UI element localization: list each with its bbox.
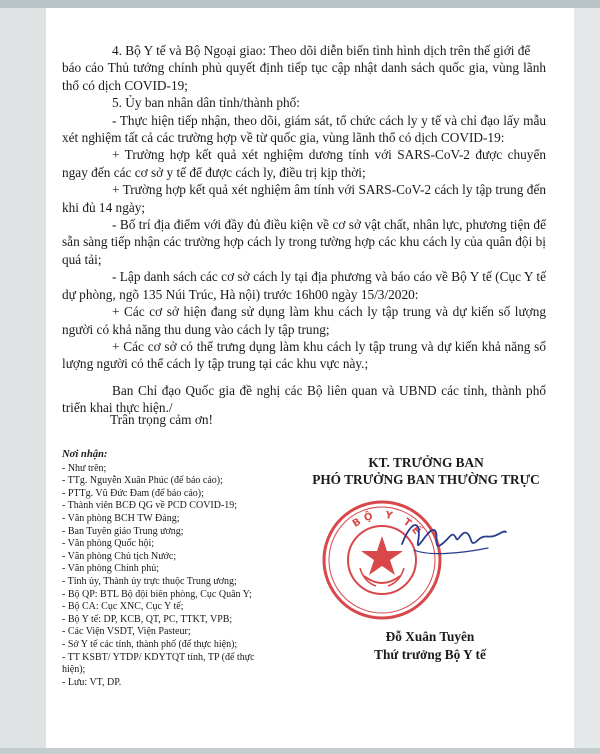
recipient-item: - Tỉnh ủy, Thành ủy trực thuộc Trung ương; <box>62 575 237 587</box>
recipient-item: - TTg. Nguyễn Xuân Phúc (để báo cáo); <box>62 475 223 487</box>
paragraph-5c-1: + Các cơ sở hiện đang sử dụng làm khu cách ly tập trung và dự kiến số lượng người có khả năng thu dung vào cách ly tập trung; <box>62 304 546 337</box>
recipient-item: - PTTg. Vũ Đức Đam (để báo cáo); <box>62 487 204 499</box>
recipient-item: - Bộ Y tế: DP, KCB, QT, PC, TTKT, VPB; <box>62 613 233 625</box>
paragraph-4-line1: 4. Bộ Y tế và Bộ Ngoại giao: Theo dõi diễn biến tình hình dịch trên thế giới để <box>112 43 531 58</box>
recipient-item: - TT KSBT/ YTDP/ KDYTQT tỉnh, TP (để thực hiện); <box>62 651 255 676</box>
recipient-item: - Thành viên BCĐ QG về PCD COVID-19; <box>62 500 238 512</box>
recipient-item: - Sở Y tế các tỉnh, thành phố (để thực hiện); <box>62 638 238 650</box>
thanks-line: Trân trọng cảm ơn! <box>110 412 213 427</box>
recipient-item: - Như trên; <box>62 462 107 474</box>
paragraph-5b: - Bố trí địa điểm với đầy đủ điều kiện về cơ sở vật chất, nhân lực, phương tiện để sẵn sàng tiếp nhận các trường hợp cách ly trong tường hợp các khu cách ly của quân đội bị quá tải; <box>62 217 546 267</box>
recipient-item: - Văn phòng Chính phủ; <box>62 563 160 575</box>
scan-border-right <box>574 0 600 754</box>
recipient-item: - Các Viện VSDT, Viện Pasteur; <box>62 626 191 638</box>
document-body <box>62 42 546 417</box>
paragraph-5a-1: + Trường hợp kết quả xét nghiệm dương tính với SARS-CoV-2 được chuyển ngay đến các cơ sở y tế để được cách ly, điều trị kịp thời; <box>62 147 546 180</box>
paragraph-5a: - Thực hiện tiếp nhận, theo dõi, giám sát, tổ chức cách ly y tế và chỉ đạo lấy mẫu xét nghiệm tất cả các trường hợp về từ quốc gia, vùng lãnh thổ có dịch COVID-19: <box>62 112 546 146</box>
paragraph-5a-2: + Trường hợp kết quả xét nghiệm âm tính với SARS-CoV-2 cách ly tập trung đến khi đủ 14 ngày; <box>62 182 546 215</box>
signer-name: Đỗ Xuân Tuyên <box>385 629 475 644</box>
paragraph-5c: - Lập danh sách các cơ sở cách ly tại địa phương và báo cáo về Bộ Y tế (Cục Y tế dự phòng, ngõ 135 Núi Trúc, Hà nội) trước 16h00 ngày 15/3/2020: <box>62 269 546 302</box>
signer-block <box>330 628 530 664</box>
closing-paragraph: Ban Chỉ đạo Quốc gia đề nghị các Bộ liên quan và UBND các tỉnh, thành phố triển khai thực hiện./ <box>62 382 546 416</box>
recipient-item: - Bộ CA: Cục XNC, Cục Y tế; <box>62 601 184 613</box>
recipient-item: - Văn phòng BCH TW Đảng; <box>62 512 180 524</box>
seal-text: BỘ Y TẾ <box>350 509 425 540</box>
scan-border-left <box>0 0 46 754</box>
handwritten-signature-icon <box>398 508 508 566</box>
scan-border-bottom <box>0 748 600 754</box>
paragraph-5c-2: + Các cơ sở có thể trưng dụng làm khu cách ly tập trung và dự kiến khả năng số lượng người có thể cách ly tập trung tại các khu vực này.; <box>62 338 546 372</box>
signature-position-line: PHÓ TRƯỞNG BAN THƯỜNG TRỰC <box>312 472 540 487</box>
signature-authority-line: KT. TRƯỞNG BAN <box>368 455 484 470</box>
recipient-item: - Bộ QP: BTL Bộ đội biên phòng, Cục Quân Y; <box>62 588 252 600</box>
signature-heading <box>286 454 566 488</box>
scan-border-top <box>0 0 600 8</box>
recipients-header: Nơi nhận: <box>62 449 108 460</box>
signer-title: Thứ trưởng Bộ Y tế <box>374 647 486 662</box>
paragraph-4-continued: báo cáo Thủ tướng chính phủ quyết định tiếp tục cập nhật danh sách quốc gia, vùng lãnh thổ có dịch COVID-19; <box>62 60 546 93</box>
recipient-item: - Văn phòng Chủ tịch Nước; <box>62 550 177 562</box>
recipient-item: - Văn phòng Quốc hội; <box>62 538 155 550</box>
recipient-item: - Ban Tuyên giáo Trung ương; <box>62 525 184 537</box>
recipient-item: - Lưu: VT, DP. <box>62 676 122 688</box>
paragraph-5: 5. Ủy ban nhân dân tỉnh/thành phố: <box>112 95 300 111</box>
recipients-list <box>62 449 277 689</box>
